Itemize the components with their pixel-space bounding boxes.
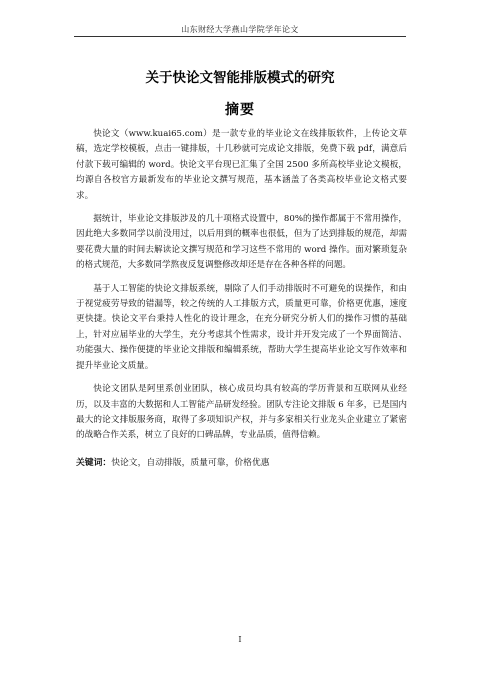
abstract-heading: 摘要 xyxy=(225,102,255,118)
keywords-label: 关键词： xyxy=(76,458,112,468)
abstract-paragraph: 据统计，毕业论文排版涉及的几十项格式设置中，80%的操作都属于不常用操作，因此绝大多数同学以前没用过，以后用到的概率也很低，但为了达到排版的规范，却需要花费大量的时间去解读论文撰写规范和学习这些不常用的 word 操作。面对繁琐复杂的格式规范，大多数同学熬夜反复调整修改却还是存在各种各样的问题。 xyxy=(76,214,407,271)
abstract-paragraph: 基于人工智能的快论文排版系统，剔除了人们手动排版时不可避免的误操作，和由于视觉疲劳导致的错漏等，较之传统的人工排版方式，质量更可靠，价格更优惠，速度更快捷。快论文平台秉持人性化的设计理念，在充分研究分析人们的操作习惯的基础上，针对应届毕业的大学生，充分考虑其个性需求，设计并开发完成了一个界面简洁、功能强大、操作便捷的毕业论文排版和编辑系统，帮助大学生提高毕业论文写作效率和提升毕业论文质量。 xyxy=(76,283,407,371)
abstract-body xyxy=(76,127,407,452)
keywords-line xyxy=(76,456,407,471)
page-number: I xyxy=(238,635,242,644)
keywords-value: 快论文，自动排版，质量可靠，价格优惠 xyxy=(111,458,270,468)
page-header xyxy=(0,0,480,40)
paper-title: 关于快论文智能排版模式的研究 xyxy=(145,70,335,86)
header-text: 山东财经大学燕山学院学年论文 xyxy=(181,25,299,34)
header-rule xyxy=(74,36,406,37)
abstract-paragraph: 快论文团队是阿里系创业团队，核心成员均具有较高的学历背景和互联网从业经历，以及丰富的大数据和人工智能产品研发经验。团队专注论文排版 6 年多，已是国内最大的论文排版服务商，取得了多项知识产权，并与多家相关行业龙头企业建立了紧密的战略合作关系，树立了良好的口碑品牌，专业品质，值得信赖。 xyxy=(76,384,407,441)
abstract-paragraph: 快论文（www.kuai65.com）是一款专业的毕业论文在线排版软件，上传论文草稿，选定学校模板，点击一键排版，十几秒就可完成论文排版，免费下载 pdf，满意后付款下载可编辑的 word。快论文平台现已汇集了全国 2500 多所高校毕业论文模板，均源自各校官方最新发布的毕业论文撰写规范，基本涵盖了各类高校毕业论文格式要求。 xyxy=(76,129,407,201)
